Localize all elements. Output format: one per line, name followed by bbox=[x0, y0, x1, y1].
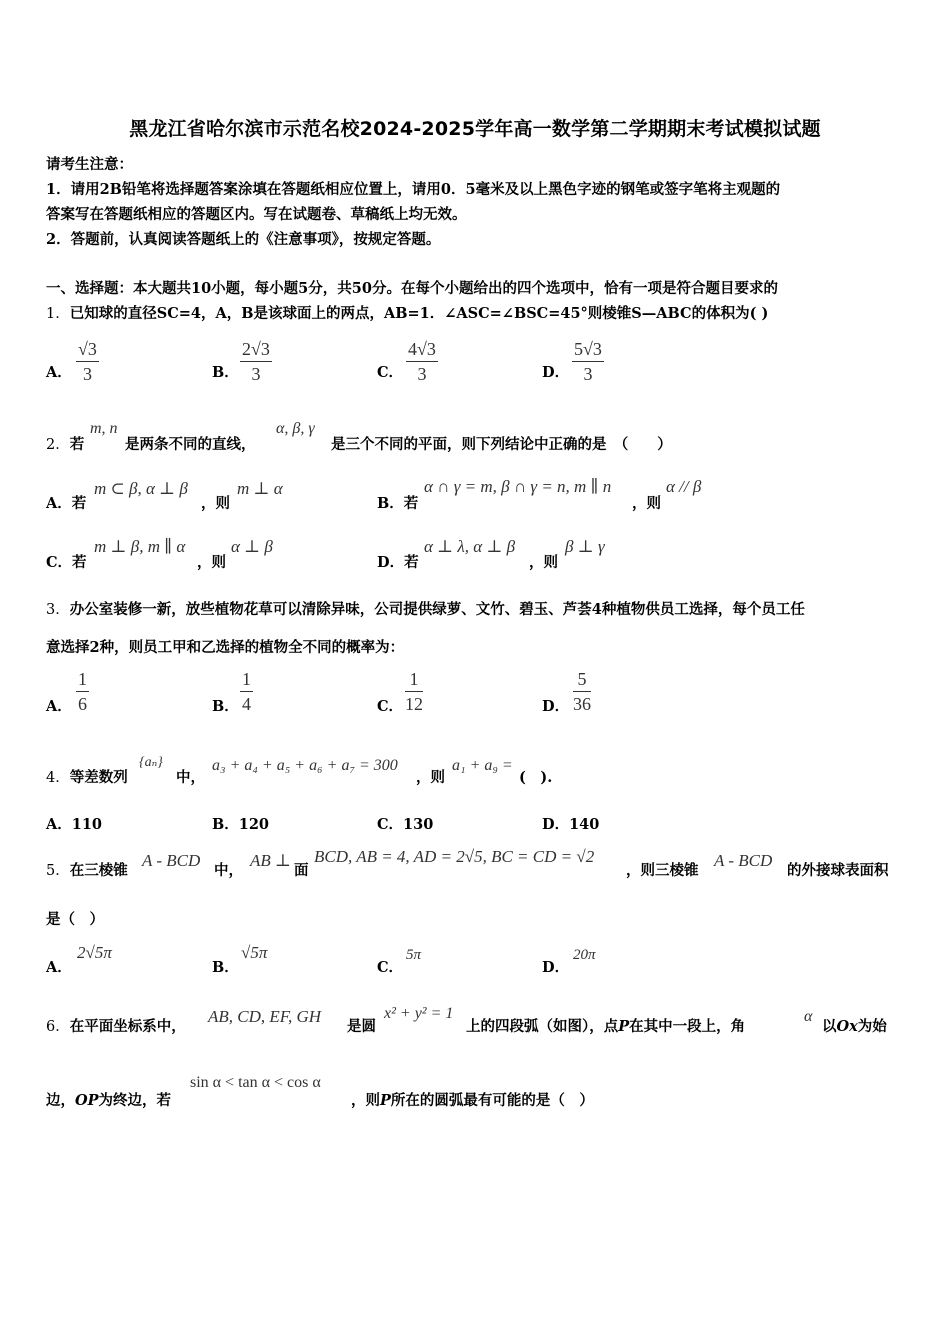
q5-option-b-label: B． bbox=[212, 959, 239, 976]
q6-post-3 bbox=[822, 1015, 887, 1036]
fraction-denominator: 12 bbox=[405, 694, 423, 714]
question-3-line-2: 意选择2种，则员工甲和乙选择的植物全不同的概率为： bbox=[46, 639, 405, 656]
q6-number: 6． bbox=[46, 1019, 70, 1035]
q3-option-a-fraction bbox=[76, 668, 89, 716]
fraction-denominator: 3 bbox=[82, 364, 92, 384]
fraction-denominator: 6 bbox=[78, 694, 87, 714]
question-3-line-1 bbox=[46, 598, 805, 619]
q2-option-d-result: β ⊥ γ bbox=[565, 537, 605, 556]
q2-option-b-then: ，则 bbox=[632, 495, 661, 512]
q6-line-2b-text: 为终边，若 bbox=[98, 1092, 172, 1109]
page-title: 黑龙江省哈尔滨市示范名校2024-2025学年高一数学第二学期期末考试模拟试题 bbox=[129, 118, 821, 140]
q6-post-text: 上的四段弧（如图），点 bbox=[466, 1018, 619, 1035]
q3-option-c-label: C． bbox=[377, 698, 404, 715]
q4-ask: a₁ + a₉ = bbox=[452, 757, 513, 774]
q6-line-2c bbox=[351, 1089, 594, 1110]
q6-ox: Ox bbox=[836, 1018, 858, 1035]
q5-option-d-value: 20π bbox=[573, 947, 596, 963]
fraction-denominator: 4 bbox=[242, 694, 251, 714]
fraction-numerator: 5 bbox=[573, 668, 591, 692]
q4-post: ( ). bbox=[519, 769, 553, 786]
q4-condition: a₃ + a₄ + a₅ + a₆ + a₇ = 300 bbox=[212, 757, 398, 774]
q3-option-a-label: A． bbox=[46, 698, 72, 715]
q4-sequence: {aₙ} bbox=[139, 755, 163, 770]
q2-option-a-label: A．若 bbox=[46, 495, 87, 512]
notice-line-2: 答案写在答题纸相应的答题区内。写在试题卷、草稿纸上均无效。 bbox=[46, 206, 467, 223]
fraction-denominator: 3 bbox=[251, 364, 261, 384]
q3-option-c-fraction bbox=[405, 668, 423, 716]
q3-number: 3． bbox=[46, 602, 70, 618]
q2-planes: α, β, γ bbox=[276, 420, 315, 437]
question-1 bbox=[46, 302, 768, 323]
q5-condition-1: AB ⊥ bbox=[250, 851, 292, 870]
q1-option-a-fraction bbox=[76, 338, 99, 386]
q5-number: 5． bbox=[46, 863, 70, 879]
q2-option-d-condition: α ⊥ λ, α ⊥ β bbox=[424, 537, 516, 556]
q2-option-d-then: ，则 bbox=[529, 554, 558, 571]
q5-option-d-label: D． bbox=[542, 959, 570, 976]
q2-option-d-label: D．若 bbox=[377, 554, 419, 571]
q2-option-a-result: m ⊥ α bbox=[237, 479, 283, 498]
q6-alpha: α bbox=[804, 1008, 813, 1025]
q2-option-b-condition: α ∩ γ = m, β ∩ γ = n, m ∥ n bbox=[424, 477, 612, 496]
q2-option-b-result: α // β bbox=[666, 477, 702, 496]
q4-number: 4． bbox=[46, 770, 70, 786]
q5-tetrahedron: A - BCD bbox=[142, 851, 201, 870]
q4-mid: 中， bbox=[176, 769, 205, 786]
question-6 bbox=[46, 1015, 186, 1036]
fraction-numerator: √3 bbox=[76, 338, 99, 362]
q5-option-c-value: 5π bbox=[406, 947, 422, 963]
q4-then: ，则 bbox=[416, 769, 445, 786]
fraction-numerator: 1 bbox=[240, 668, 253, 692]
q6-line-2d-text: 所在的圆弧最有可能的是（ ） bbox=[390, 1092, 594, 1109]
q6-post-text-2: 在其中一段上，角 bbox=[629, 1018, 746, 1035]
q6-circle-equation: x² + y² = 1 bbox=[384, 1005, 454, 1022]
fraction-numerator: 4√3 bbox=[406, 338, 438, 362]
q4-option-a: A．110 bbox=[46, 816, 103, 833]
q6-op: OP bbox=[75, 1092, 99, 1109]
q5-option-b-value: √5π bbox=[241, 943, 268, 962]
q6-line-2a-text: 边， bbox=[46, 1092, 75, 1109]
fraction-numerator: 1 bbox=[76, 668, 89, 692]
question-5 bbox=[46, 859, 128, 880]
q6-pre: 在平面坐标系中， bbox=[69, 1018, 186, 1035]
q1-option-a-label: A． bbox=[46, 364, 72, 381]
q2-mid: 是两条不同的直线， bbox=[125, 436, 256, 453]
q3-text-line-1: 办公室装修一新，放些植物花草可以清除异味，公司提供绿萝、文竹、碧玉、芦荟4种植物供员工选择，每个员工任 bbox=[69, 601, 805, 618]
q5-condition-2: BCD, AB = 4, AD = 2√5, BC = CD = √2 bbox=[314, 847, 595, 866]
fraction-denominator: 3 bbox=[583, 364, 593, 384]
q2-pre: 若 bbox=[69, 436, 85, 453]
q2-option-c-condition: m ⊥ β, m ∥ α bbox=[94, 537, 186, 556]
q5-option-a-label: A． bbox=[46, 959, 72, 976]
q1-option-b-fraction bbox=[240, 338, 272, 386]
fraction-denominator: 36 bbox=[573, 694, 591, 714]
q1-number: 1． bbox=[46, 306, 70, 322]
q5-line-2: 是（ ） bbox=[46, 911, 104, 928]
q5-mid: 中， bbox=[214, 862, 243, 879]
q6-point-p: P bbox=[618, 1018, 630, 1035]
q4-option-b: B．120 bbox=[212, 816, 270, 833]
q6-line-2c-text: ，则 bbox=[351, 1092, 380, 1109]
q5-tail: 的外接球表面积 bbox=[787, 862, 889, 879]
q1-text: 已知球的直径SC=4，A，B是该球面上的两点，AB=1．∠ASC=∠BSC=45°则棱锥S—ABC的体积为( ) bbox=[69, 305, 769, 322]
q4-option-d: D．140 bbox=[542, 816, 600, 833]
q5-face: 面 bbox=[294, 862, 309, 879]
q5-post: ，则三棱锥 bbox=[626, 862, 699, 879]
q1-option-b-label: B． bbox=[212, 364, 239, 381]
fraction-numerator: 5√3 bbox=[572, 338, 604, 362]
q3-option-d-label: D． bbox=[542, 698, 570, 715]
q6-inequality: sin α < tan α < cos α bbox=[190, 1074, 321, 1091]
q3-option-d-fraction bbox=[573, 668, 591, 716]
q4-pre: 等差数列 bbox=[69, 769, 128, 786]
q2-option-a-then: ，则 bbox=[201, 495, 230, 512]
q5-option-a-value: 2√5π bbox=[77, 943, 112, 962]
q5-pre: 在三棱锥 bbox=[69, 862, 128, 879]
q1-option-c-fraction bbox=[406, 338, 438, 386]
notice-line-1: 1．请用2B铅笔将选择题答案涂填在答题纸相应位置上，请用0．5毫米及以上黑色字迹的钢笔或签字笔将主观题的 bbox=[46, 181, 781, 198]
notice-heading: 请考生注意： bbox=[46, 156, 133, 173]
q2-option-b-label: B．若 bbox=[377, 495, 419, 512]
q6-post-3-text: 以 bbox=[822, 1018, 837, 1035]
q6-line-2a bbox=[46, 1089, 171, 1110]
q6-arcs: AB, CD, EF, GH bbox=[208, 1007, 322, 1026]
q2-option-c-then: ，则 bbox=[197, 554, 226, 571]
q3-option-b-fraction bbox=[240, 668, 253, 716]
q3-option-b-label: B． bbox=[212, 698, 239, 715]
q6-post-4-text: 为始 bbox=[857, 1018, 887, 1035]
q2-lines-mn: m, n bbox=[90, 420, 118, 437]
notice-line-3: 2．答题前，认真阅读答题纸上的《注意事项》，按规定答题。 bbox=[46, 231, 441, 248]
q4-option-c: C．130 bbox=[377, 816, 434, 833]
q1-option-d-label: D． bbox=[542, 364, 570, 381]
q6-mid: 是圆 bbox=[347, 1018, 376, 1035]
question-2 bbox=[46, 433, 84, 454]
q1-option-d-fraction bbox=[572, 338, 604, 386]
fraction-denominator: 3 bbox=[417, 364, 427, 384]
q5-tetrahedron-2: A - BCD bbox=[714, 851, 773, 870]
q2-option-a-condition: m ⊂ β, α ⊥ β bbox=[94, 479, 188, 498]
question-4 bbox=[46, 766, 128, 787]
q6-point-p-2: P bbox=[380, 1092, 391, 1109]
q2-option-c-result: α ⊥ β bbox=[231, 537, 273, 556]
section-heading: 一、选择题：本大题共10小题，每小题5分，共50分。在每个小题给出的四个选项中，恰有一项是符合题目要求的 bbox=[46, 280, 778, 297]
fraction-numerator: 1 bbox=[405, 668, 423, 692]
fraction-numerator: 2√3 bbox=[240, 338, 272, 362]
q2-post: 是三个不同的平面，则下列结论中正确的是 （ ） bbox=[331, 436, 672, 453]
q2-option-c-label: C．若 bbox=[46, 554, 87, 571]
q1-option-c-label: C． bbox=[377, 364, 404, 381]
q6-post bbox=[466, 1015, 745, 1036]
q5-option-c-label: C． bbox=[377, 959, 404, 976]
q2-number: 2． bbox=[46, 437, 70, 453]
